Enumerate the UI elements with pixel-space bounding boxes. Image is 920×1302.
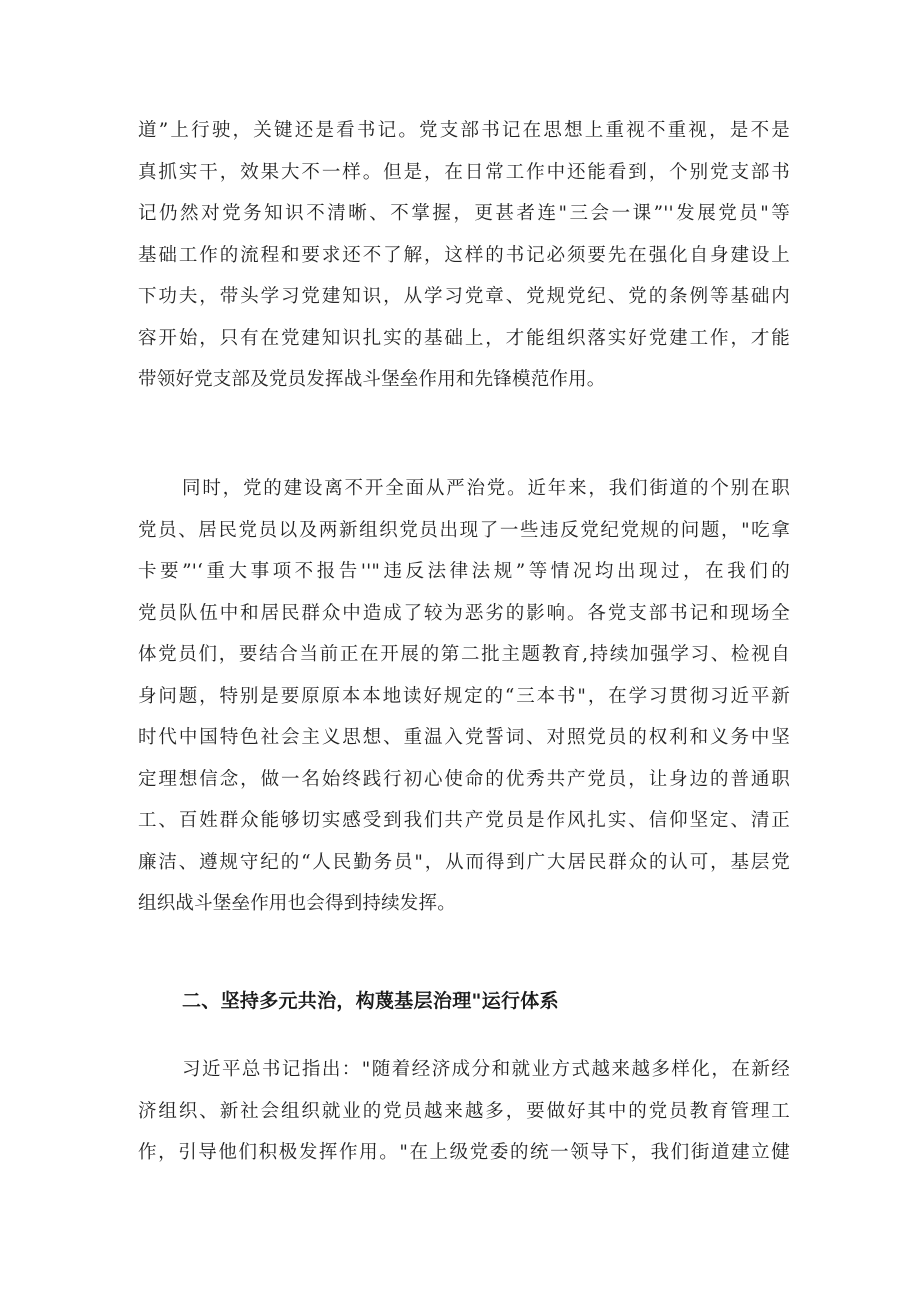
paragraph-line: 济组织、新社会组织就业的党员越来越多，要做好其中的党员教育管理工 [138,1100,790,1122]
paragraph-line: 廉洁、遵规守纪的“人民勤务员"，从而得到广大居民群众的认可，基层党 [138,851,790,873]
paragraph-line: 党员队伍中和居民群众中造成了较为恶劣的影响。各党支部书记和现场全 [138,602,790,624]
paragraph-line: 时代中国特色社会主义思想、重温入党誓词、对照党员的权利和义务中坚 [138,727,790,748]
paragraph-line: 基础工作的流程和要求还不了解，这样的书记必须要先在强化自身建设上 [138,244,790,266]
paragraph-line: 工、百姓群众能够切实感受到我们共产党员是作风扎实、信仰坚定、清正 [138,810,790,831]
paragraph-line: 身问题，特别是要原原本本地读好规定的“三本书"，在学习贯彻习近平新 [138,685,790,707]
paragraph-line: 体党员们，要结合当前正在开展的第二批主题教育,持续加强学习、检视自 [138,644,790,665]
paragraph-line: 同时，党的建设离不开全面从严治党。近年来，我们街道的个别在职 [182,478,790,499]
paragraph-line: 党员、居民党员以及两新组织党员出现了一些违反党纪党规的问题，"吃拿 [138,519,790,541]
paragraph-line: 记仍然对党务知识不清晰、不掌握，更甚者连"三会一课”''发展党员"等 [138,203,790,224]
paragraph-3 [138,1049,790,1174]
paragraph-line: 道”上行驶，关键还是看书记。党支部书记在思想上重视不重视，是不是 [138,120,790,141]
paragraph-line: 组织战斗堡垒作用也会得到持续发挥。 [138,893,456,914]
paragraph-2 [138,468,790,925]
paragraph-line: 下功夫，带头学习党建知识，从学习党章、党规党纪、党的条例等基础内 [138,286,790,307]
paragraph-line: 作，引导他们积极发挥作用。"在上级党委的统一领导下，我们街道建立健 [138,1142,790,1163]
paragraph-line: 习近平总书记指出："随着经济成分和就业方式越来越多样化，在新经 [182,1059,790,1080]
paragraph-line: 定理想信念，做一名始终践行初心使命的优秀共产党员，让身边的普通职 [138,768,790,790]
paragraph-line: 容开始，只有在党建知识扎实的基础上，才能组织落实好党建工作，才能 [138,327,790,349]
paragraph-1 [138,110,790,401]
paragraph-line: 带领好党支部及党员发挥战斗堡垒作用和先锋模范作用。 [138,369,606,390]
section-heading: 二、坚持多元共治，构蔑基层治理"运行体系 [182,990,559,1012]
paragraph-line: 真抓实干，效果大不一样。但是，在日常工作中还能看到，个别党支部书 [138,161,790,183]
paragraph-line: 卡要”'‘重大事项不报告''"违反法律法规”等情况均出现过，在我们的 [138,561,790,582]
